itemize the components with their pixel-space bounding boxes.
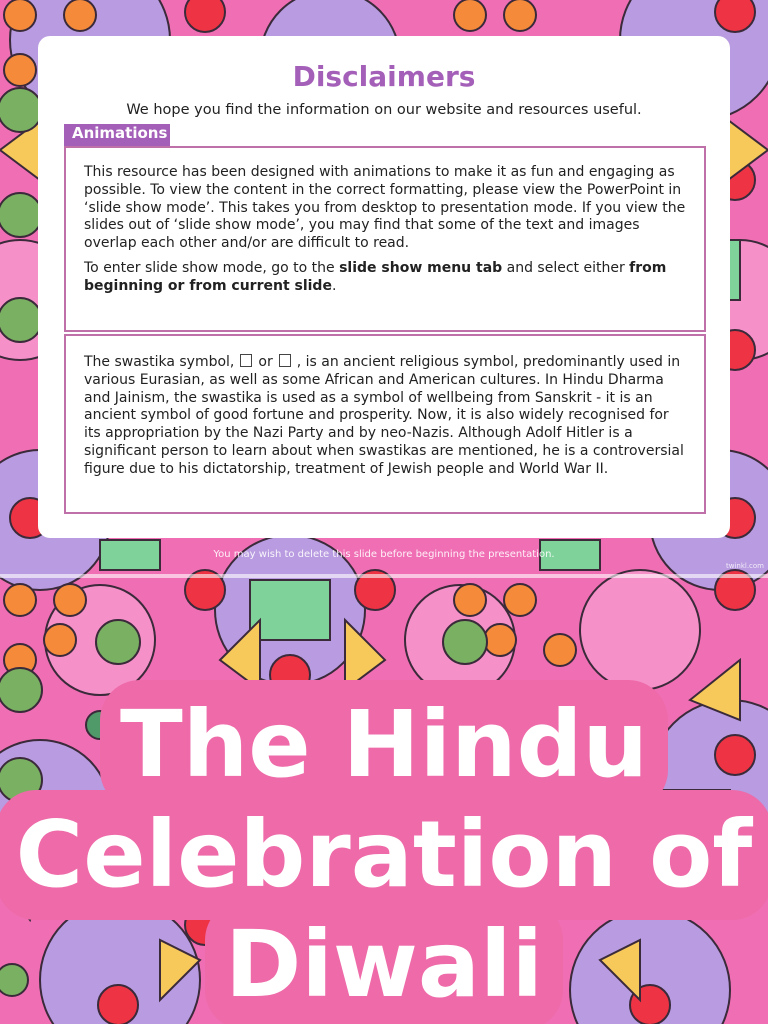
swastika-text-or: or — [258, 354, 273, 370]
instructions-suffix: . — [331, 277, 337, 294]
title-slide-heading — [0, 690, 768, 1020]
title-line-2: Celebration of — [6, 800, 763, 910]
swastika-symbol-icon — [240, 354, 252, 367]
swastika-paragraph — [84, 354, 686, 479]
tab-animations[interactable]: Animations — [64, 124, 170, 146]
slideshow-instructions — [84, 260, 686, 296]
swastika-info-box — [64, 334, 706, 514]
title-line-1: The Hindu — [110, 690, 658, 800]
swastika-symbol-reversed-icon — [279, 354, 291, 367]
instructions-mid: and select either — [502, 259, 630, 276]
from-beginning-text: from beginning or from current slide — [84, 259, 667, 294]
swastika-text-rest: , is an ancient religious symbol, predominantly used in various Eurasian, as well as some African and American cultures. In Hindu Dharma and Jainism, the swastika is used as a symbol of wellbeing from Sanskrit - it is an ancient symbol of good fortune and prosperity. Now, it is also widely recognised for its appropriation by the Nazi Party and by neo-Nazis. Although Adolf Hitler is a significant person to learn about when swastikas are mentioned, he is a controversial figure due to his dictatorship, treatment of Jewish people and World War II. — [84, 354, 684, 477]
animations-info-box — [64, 146, 706, 332]
swastika-text-start: The swastika symbol, — [84, 354, 235, 370]
slide-footnote: You may wish to delete this slide before beginning the presentation. — [213, 549, 555, 560]
page-subtitle: We hope you find the information on our website and resources useful. — [126, 102, 642, 118]
title-line-3: Diwali — [215, 910, 553, 1020]
animations-paragraph: This resource has been designed with animations to make it as fun and engaging as possible. To view the content in the correct formatting, please view the PowerPoint in ‘slide show mode’. This takes you from desktop to presentation mode. If you view the slides out of ‘slide show mode’, you may find that some of the text and images overlap each other and/or are difficult to read. — [84, 164, 686, 252]
instructions-prefix: To enter slide show mode, go to the — [84, 259, 340, 276]
brand-logo: twinkl.com — [725, 562, 764, 570]
page-title: Disclaimers — [292, 60, 476, 93]
slide-show-menu-tab-text: slide show menu tab — [339, 259, 503, 276]
